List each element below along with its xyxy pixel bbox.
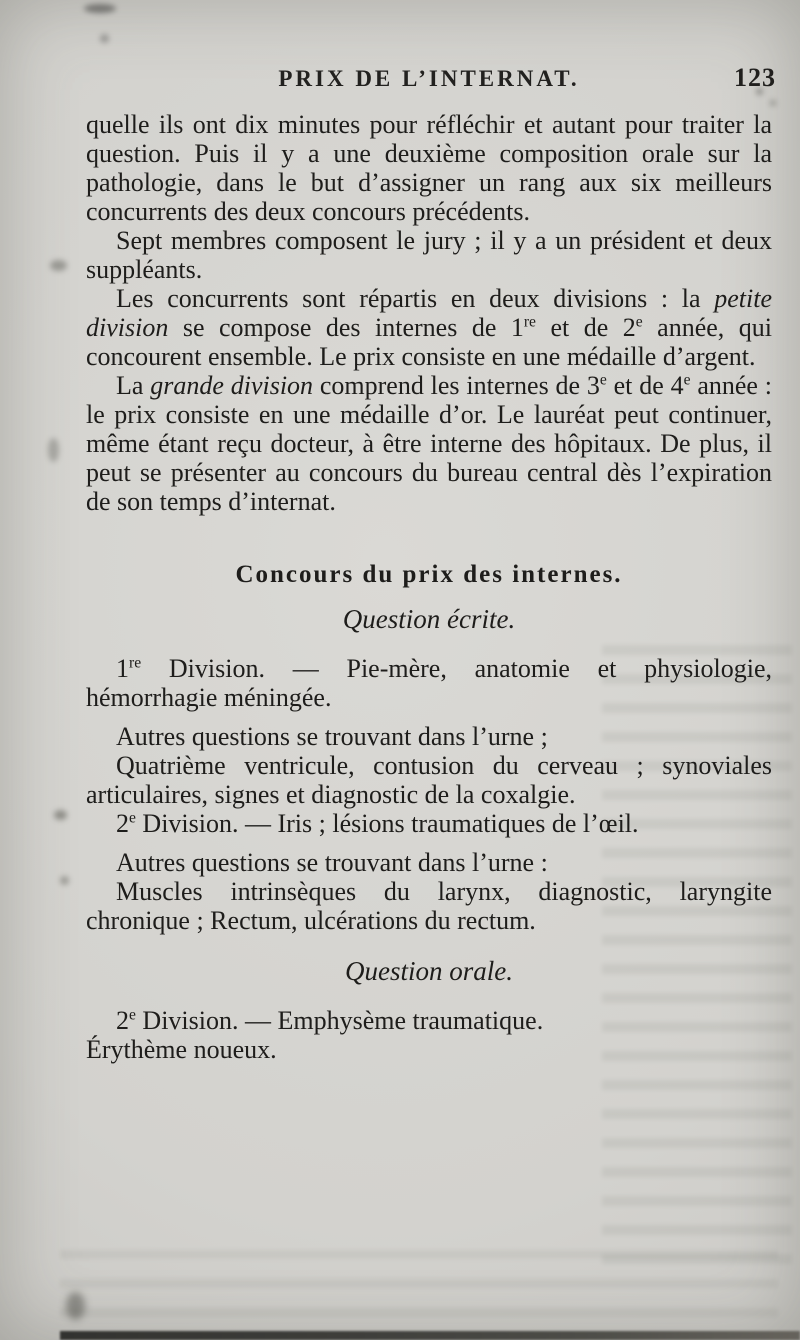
text-segment: année : le prix consiste en une médaille d’or. Le lauréat peut continuer, même étant reçu docteur, à être interne des hôpitaux. De plus, il peut se présenter au concours du bureau central dès l’expiration de son temps d’internat. bbox=[86, 371, 772, 516]
text-segment: Division. — Emphysème traumatique. bbox=[135, 1006, 544, 1035]
page-number: 123 bbox=[734, 63, 776, 92]
page-body bbox=[86, 110, 772, 1064]
scan-smudge bbox=[100, 34, 109, 43]
paragraph: quelle ils ont dix minutes pour réfléchir et autant pour traiter la question. Puis il y a une deuxième composition orale sur la pathologie, dans le but d’assigner un rang aux six meilleurs concurrents des deux concours précédents. bbox=[86, 110, 772, 226]
paragraph: Muscles intrinsèques du larynx, diagnostic, laryngite chronique ; Rectum, ulcérations du rectum. bbox=[86, 877, 772, 935]
italic-term: petite division bbox=[86, 284, 772, 342]
paragraph: Autres questions se trouvant dans l’urne ; bbox=[116, 722, 548, 751]
paragraph: Autres questions se trouvant dans l’urne : bbox=[116, 848, 548, 877]
text-segment: se compose des internes de 1 bbox=[168, 313, 524, 342]
superscript: e bbox=[129, 1006, 136, 1024]
scan-edge-shadow bbox=[60, 1331, 800, 1340]
text-segment: comprend les internes de 3 bbox=[313, 371, 600, 400]
paragraph: Quatrième ventricule, contusion du cerveau ; synoviales articulaires, signes et diagnostic de la coxalgie. bbox=[86, 751, 772, 809]
text-segment: Les concurrents sont répartis en deux divisions : la bbox=[116, 284, 715, 313]
bleed-through-artifact bbox=[60, 1240, 778, 1326]
text-segment: 1 bbox=[116, 654, 129, 683]
paragraph bbox=[86, 371, 772, 516]
subsection-heading-written: Question écrite. bbox=[342, 604, 516, 634]
superscript: re bbox=[129, 654, 142, 672]
page-header bbox=[86, 63, 776, 98]
text-segment: Division. — Pie-mère, anatomie et physiologie, hémorrhagie méningée. bbox=[86, 654, 772, 712]
paragraph bbox=[86, 284, 772, 371]
text-segment: et de 2 bbox=[535, 313, 636, 342]
italic-term: grande division bbox=[150, 371, 314, 400]
superscript: e bbox=[635, 313, 643, 331]
text-segment: La bbox=[116, 371, 151, 400]
text-segment: Division. — Iris ; lésions traumatiques de l’œil. bbox=[135, 809, 639, 838]
paragraph bbox=[86, 809, 772, 838]
scan-smudge bbox=[60, 876, 69, 885]
running-title: PRIX DE L’INTERNAT. bbox=[278, 66, 580, 91]
paragraph: Sept membres composent le jury ; il y a un président et deux suppléants. bbox=[86, 226, 772, 284]
superscript: e bbox=[683, 371, 691, 389]
superscript: e bbox=[129, 809, 136, 827]
paragraph: Érythème noueux. bbox=[86, 1035, 277, 1064]
superscript: e bbox=[599, 371, 607, 389]
scan-smudge bbox=[48, 438, 59, 462]
text-segment: 2 bbox=[116, 1006, 129, 1035]
scan-smudge bbox=[66, 1292, 85, 1320]
text-segment: année, qui concourent ensemble. Le prix consiste en une médaille d’argent. bbox=[86, 313, 772, 371]
scan-smudge bbox=[770, 100, 776, 106]
paragraph bbox=[86, 1006, 772, 1035]
scan-smudge bbox=[54, 810, 67, 820]
text-segment: 2 bbox=[116, 809, 129, 838]
subsection-heading-oral: Question orale. bbox=[345, 956, 513, 986]
scan-smudge bbox=[50, 260, 67, 271]
text-segment: et de 4 bbox=[606, 371, 684, 400]
section-heading: Concours du prix des internes. bbox=[235, 561, 623, 588]
scan-smudge bbox=[84, 4, 116, 13]
superscript: re bbox=[523, 313, 536, 331]
paragraph bbox=[86, 654, 772, 712]
